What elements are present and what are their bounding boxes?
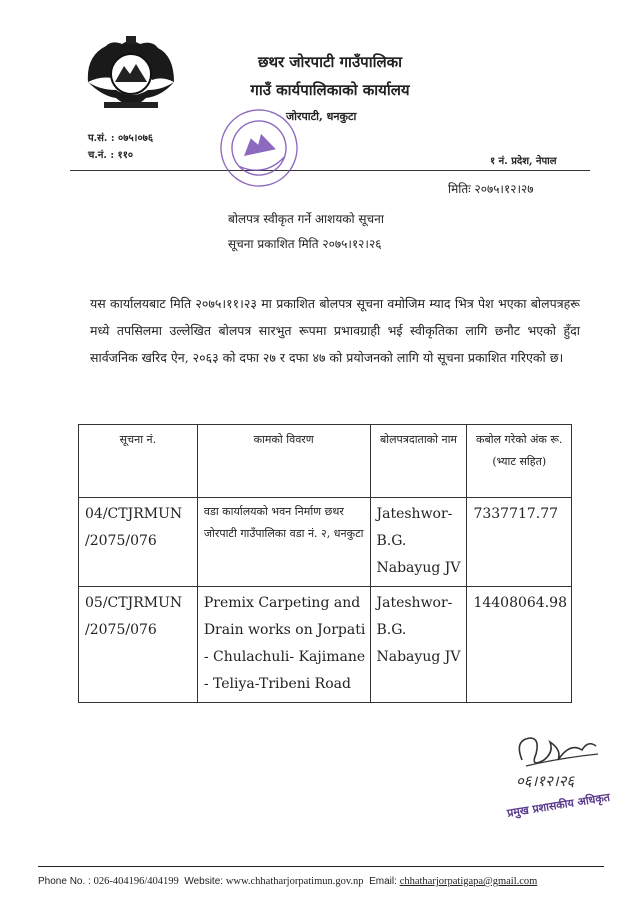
footer-divider: [38, 866, 604, 867]
table-row: [79, 587, 572, 703]
header-notice-no: सूचना नं.: [79, 425, 198, 498]
table-row: [79, 498, 572, 587]
email-label: Email:: [369, 876, 400, 887]
row-description: Premix Carpeting and Drain works on Jorpati - Chulachuli- Kajimane - Teliya-Tribeni Road: [197, 587, 370, 703]
header-divider: [70, 170, 590, 171]
header-amount: कबोल गरेको अंक रू. (भ्याट सहित): [467, 425, 572, 498]
org-name: छथर जोरपाटी गाउँपालिका: [257, 53, 403, 71]
footer: [38, 876, 604, 887]
bid-table: [78, 424, 572, 703]
office-seal-stamp: [206, 100, 312, 196]
notice-body: यस कार्यालयबाट मिति २०७५।११।२३ मा प्रकाशित बोलपत्र सूचना वमोजिम म्याद भित्र पेश भएका बोलपत्रहरू मध्ये तपसिलमा उल्लेखित बोलपत्र सारभुत रूपमा प्रभावग्राही भई स्वीकृतिका लागि छनौट भएको हुँदा सार्वजनिक खरिद ऐन, २०६३ को दफा २७ र दफा ४७ को प्रयोजनको लागि यो सूचना प्रकाशित गरिएको छ।: [90, 296, 580, 365]
table-header-row: [79, 425, 572, 498]
nepal-emblem-logo: [82, 36, 180, 116]
signature-date: ०६।१२।२६: [516, 772, 575, 790]
document-date: मितिः २०७५।१२।२७: [448, 182, 534, 196]
province-label: १ नं. प्रदेश, नेपाल: [490, 156, 557, 167]
header-bidder: बोलपत्रदाताको नाम: [370, 425, 467, 498]
row-bidder: Jateshwor-B.G. Nabayug JV: [370, 587, 467, 703]
row-description: वडा कार्यालयको भवन निर्माण छथर जोरपाटी गाउँपालिका वडा नं. २, धनकुटा: [197, 498, 370, 587]
row-amount: 7337717.77: [467, 498, 572, 587]
publish-date-line: सूचना प्रकाशित मिति २०७५।१२।२६: [228, 237, 382, 251]
row-notice-no: 04/CTJRMUN /2075/076: [79, 498, 198, 587]
office-address: जोरपाटी, धनकुटा: [286, 110, 357, 123]
row-amount: 14408064.98: [467, 587, 572, 703]
officer-title-stamp: प्रमुख प्रशासकीय अधिकृत: [506, 790, 611, 820]
website-link[interactable]: www.chhatharjorpatimun.gov.np: [225, 876, 364, 887]
header-description: कामको विवरण: [197, 425, 370, 498]
row-bidder: Jateshwor-B.G. Nabayug JV: [370, 498, 467, 587]
office-name: गाउँ कार्यपालिकाको कार्यालय: [250, 81, 410, 99]
row-notice-no: 05/CTJRMUN /2075/076: [79, 587, 198, 703]
fiscal-year: प.सं. : ०७५।०७६: [88, 133, 154, 144]
subject-line: बोलपत्र स्वीकृत गर्ने आशयको सूचना: [228, 212, 384, 226]
email-link[interactable]: chhatharjorpatigapa@gmail.com: [399, 876, 538, 887]
website-label: Website:: [184, 876, 226, 887]
phone-label: Phone No. :: [38, 876, 94, 887]
dispatch-number: च.नं. : ११०: [88, 150, 134, 161]
phone-number: 026-404196/404199: [93, 876, 179, 887]
